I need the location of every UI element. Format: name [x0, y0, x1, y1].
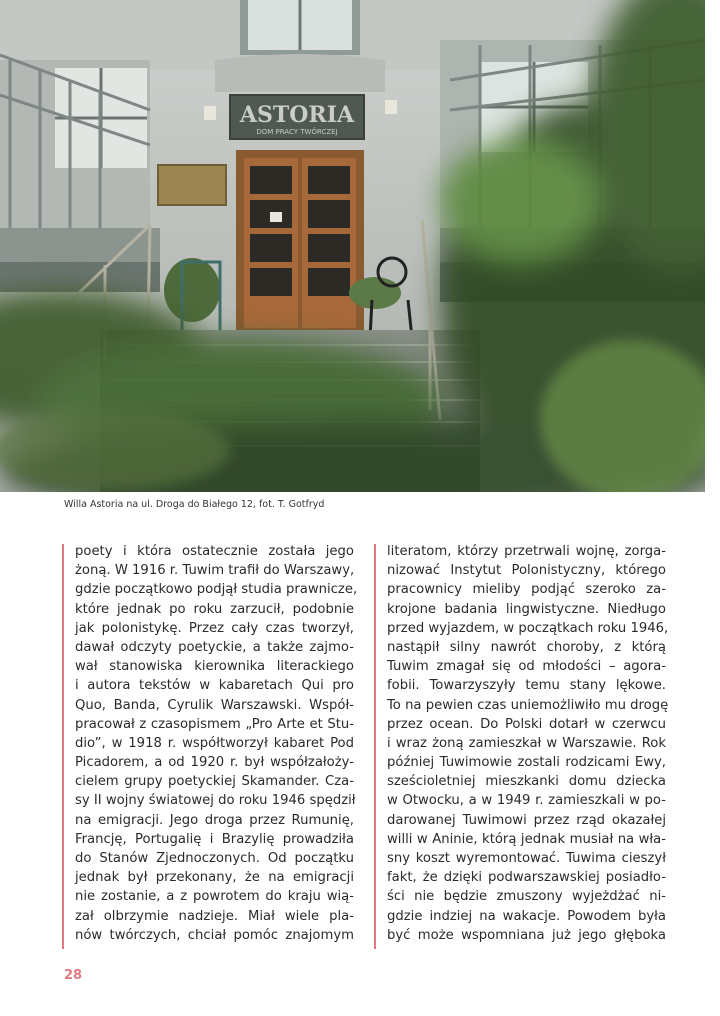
text-line: literatom, którzy przetrwali wojnę, zorga- [387, 544, 666, 559]
left-column [62, 542, 358, 945]
villa-photo [0, 0, 705, 492]
text-line: wał stanowiska kierownika literackiego [75, 659, 354, 675]
text-line: gdzie indziej na wakacje. Powodem była [387, 908, 666, 924]
text-line: Quo, Banda, Cyrulik Warszawski. Współ- [75, 697, 354, 713]
sign-main-text: ASTORIA [239, 102, 355, 128]
text-line: gdzie początkowo podjął studia prawnicze, [75, 582, 358, 598]
text-line: ści nie będzie zmuszony wyjeżdżać ni- [387, 889, 666, 905]
text-line: Picadorem, a od 1920 r. był współzałoży- [75, 755, 354, 771]
text-line: jednak był przekonany, że na emigracji [75, 870, 354, 886]
text-line: zał olbrzymie nadzieje. Miał wiele pla- [75, 908, 354, 924]
text-line: nie zostanie, a z powrotem do kraju wią- [75, 889, 354, 905]
sign-sub-text: DOM PRACY TWÓRCZEJ [256, 128, 338, 136]
text-line: jak polonistykę. Przez cały czas tworzył, [75, 620, 354, 636]
text-line: do Stanów Zjednoczonych. Od początku [75, 851, 354, 866]
text-line: nów twórczych, chciał pomóc znajomym [75, 927, 354, 943]
page-number: 28 [64, 968, 83, 983]
text-line: sy II wojny światowej do roku 1946 spędził [75, 793, 356, 809]
text-line: Tuwim zmagał się od młodości – agora- [387, 659, 666, 675]
text-line: poety i która ostatecznie została jego [75, 544, 354, 559]
text-line: być może wspomniana już jego głęboka [387, 927, 666, 943]
photo-caption: Willa Astoria na ul. Droga do Białego 12, fot. T. Gotfryd [64, 499, 325, 510]
text-line: i autora tekstów w kabaretach Qui pro [75, 678, 354, 694]
text-line: żoną. W 1916 r. Tuwim trafił do Warszawy, [75, 563, 355, 579]
right-column-text [387, 542, 669, 945]
left-accent-bar [62, 544, 64, 949]
text-line: dio”, w 1918 r. współtworzył kabaret Pod [75, 735, 354, 751]
text-line: przez ocean. Do Polski dotarł w czerwcu [387, 716, 666, 732]
text-line: nizować Instytut Polonistyczny, którego [387, 563, 666, 579]
text-line: darowanej Tuwimowi przez rząd okazałej [387, 812, 666, 828]
right-accent-bar [374, 544, 376, 949]
text-line: To na pewien czas uniemożliwiło mu drogę [387, 697, 669, 713]
text-line: które jednak po roku zarzucił, podobnie [75, 601, 354, 617]
text-line: sny koszt wyremontować. Tuwima cieszył [387, 851, 666, 866]
text-line: nastąpił silny nawrót choroby, z którą [387, 639, 666, 655]
text-line: fobii. Towarzyszyły temu stany lękowe. [387, 678, 666, 694]
text-line: na emigracji. Jego droga przez Rumunię, [75, 812, 354, 828]
text-line: później Tuwimowie zostali rodzicami Ewy, [387, 755, 666, 771]
text-line: sześcioletniej mieszkanki domu dziecka [387, 774, 666, 790]
left-column-text [75, 542, 358, 945]
text-line: pracownicy mieliby podjąć szeroko za- [387, 582, 666, 598]
text-line: dawał odczyty poetyckie, a także zajmo- [75, 639, 354, 655]
text-line: cielem grupy poetyckiej Skamander. Cza- [75, 774, 354, 790]
text-line: pracował z czasopismem „Pro Arte et Stu- [75, 716, 354, 732]
text-line: i wraz żoną zamieszkał w Warszawie. Rok [387, 735, 666, 751]
text-line: Francję, Portugalię i Brazylię prowadziła [75, 831, 354, 847]
text-line: przed wyjazdem, w początkach roku 1946, [387, 620, 669, 636]
text-line: fakt, że dzięki podwarszawskiej posiadło- [387, 870, 666, 886]
text-line: w Otwocku, a w 1949 r. zamieszkali w po- [387, 793, 666, 809]
text-line: willi w Aninie, którą jednak musiał na wła- [387, 831, 666, 847]
right-column [374, 542, 669, 945]
text-line: krojone badania lingwistyczne. Niedługo [387, 601, 666, 617]
